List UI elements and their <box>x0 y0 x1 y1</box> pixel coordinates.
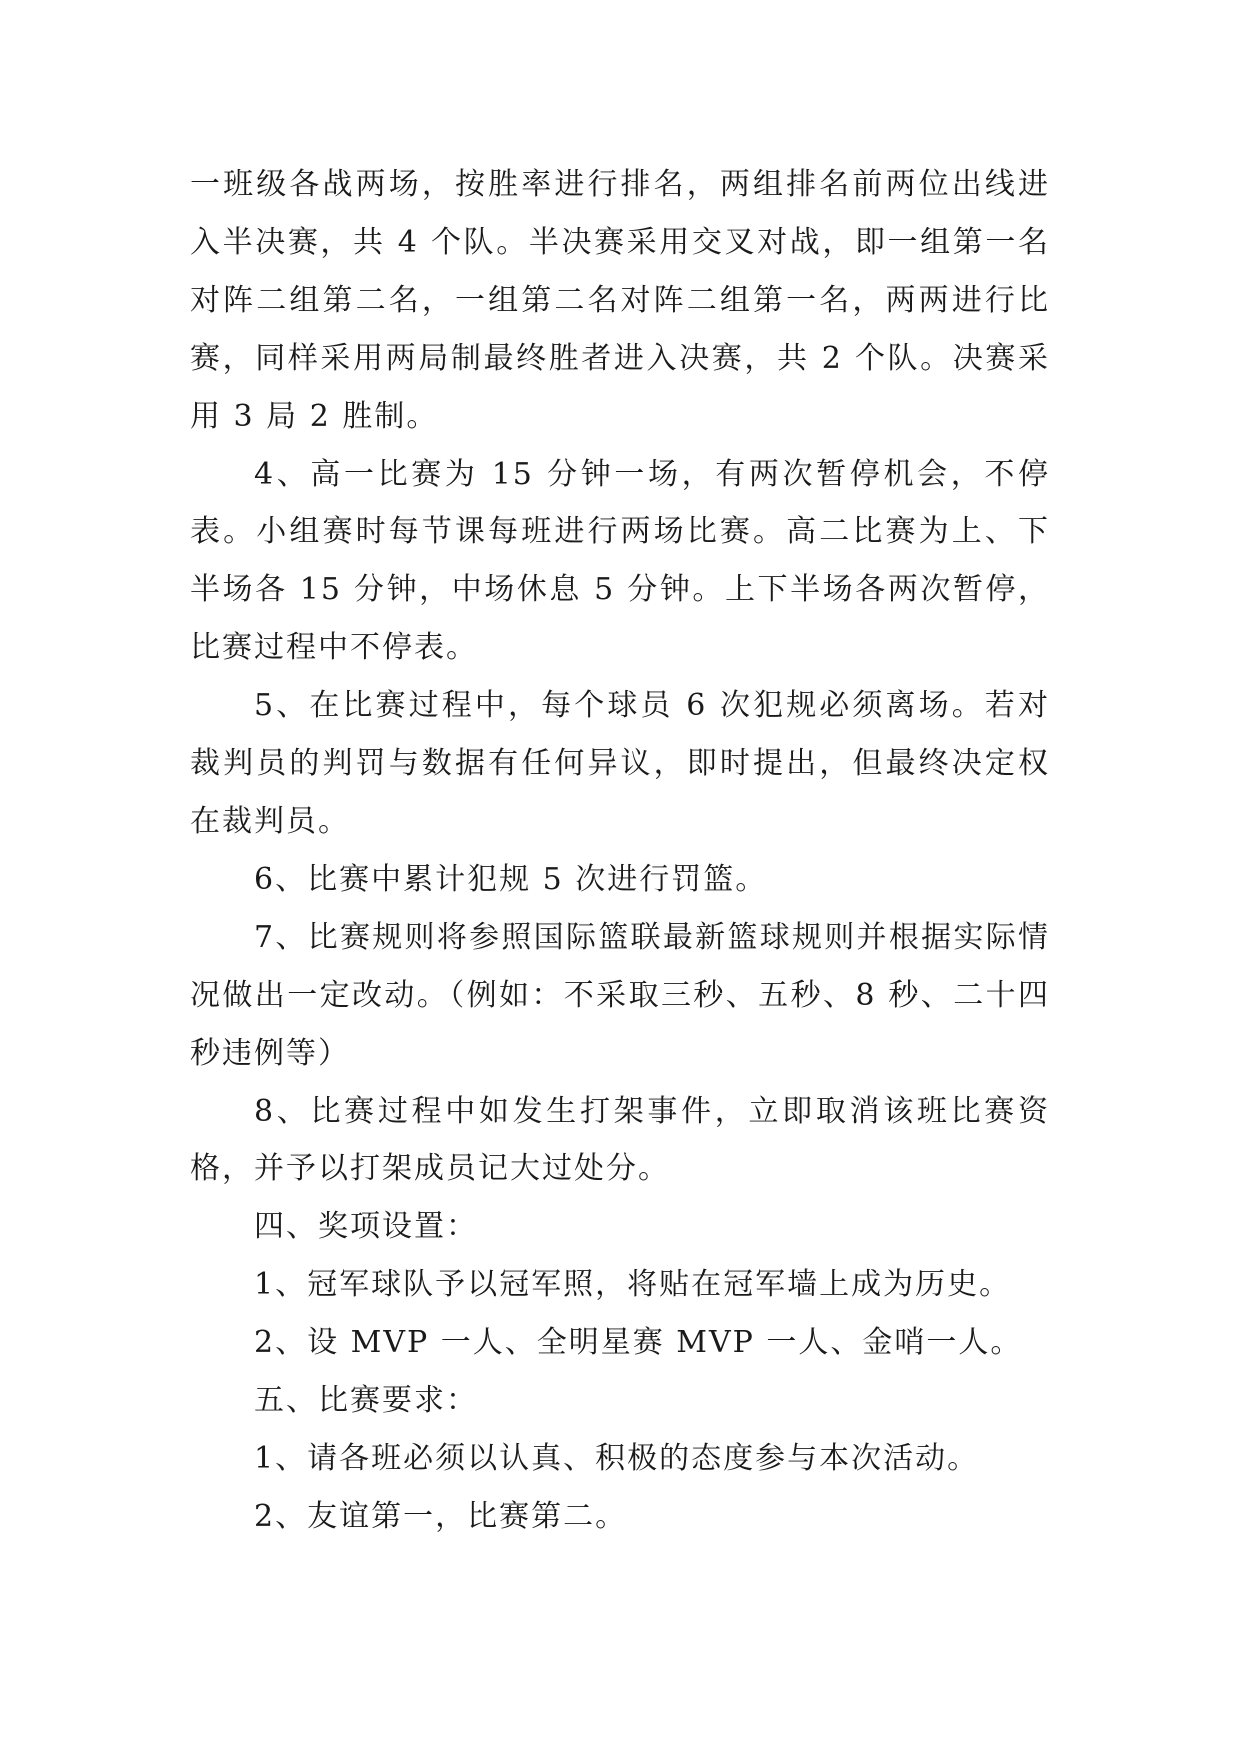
paragraph-award-1: 1、冠军球队予以冠军照，将贴在冠军墙上成为历史。 <box>254 1267 1012 1303</box>
paragraph-rule-6: 6、比赛中累计犯规 5 次进行罚篮。 <box>254 861 768 897</box>
paragraph-requirement-1: 1、请各班必须以认真、积极的态度参与本次活动。 <box>254 1440 980 1476</box>
paragraph-continuation: 一班级各战两场，按胜率进行排名，两组排名前两位出线进入半决赛，共 4 个队。半决赛采用交叉对战，即一组第一名对阵二组第二名，一组第二名对阵二组第一名，两两进行比赛，同样采用两局制最终胜者进入决赛，共 2 个队。决赛采用 3 局 2 胜制。 <box>190 167 1050 434</box>
paragraph-requirement-2: 2、友谊第一，比赛第二。 <box>254 1498 628 1534</box>
paragraph-rule-8: 8、比赛过程中如发生打架事件，立即取消该班比赛资格，并予以打架成员记大过处分。 <box>190 1093 1050 1187</box>
paragraph-rule-7: 7、比赛规则将参照国际篮联最新篮球规则并根据实际情况做出一定改动。（例如：不采取三秒、五秒、8 秒、二十四秒违例等） <box>190 919 1050 1071</box>
paragraph-rule-4: 4、高一比赛为 15 分钟一场，有两次暂停机会，不停表。小组赛时每节课每班进行两场比赛。高二比赛为上、下半场各 15 分钟，中场休息 5 分钟。上下半场各两次暂停，比赛过程中不停表。 <box>190 456 1050 666</box>
document-body <box>190 156 1050 1546</box>
paragraph-rule-5: 5、在比赛过程中，每个球员 6 次犯规必须离场。若对裁判员的判罚与数据有任何异议，即时提出，但最终决定权在裁判员。 <box>190 688 1050 839</box>
paragraph-award-2: 2、设 MVP 一人、全明星赛 MVP 一人、金哨一人。 <box>254 1325 1023 1361</box>
section-heading-requirements: 五、比赛要求： <box>254 1383 478 1419</box>
section-heading-awards: 四、奖项设置： <box>254 1209 478 1245</box>
